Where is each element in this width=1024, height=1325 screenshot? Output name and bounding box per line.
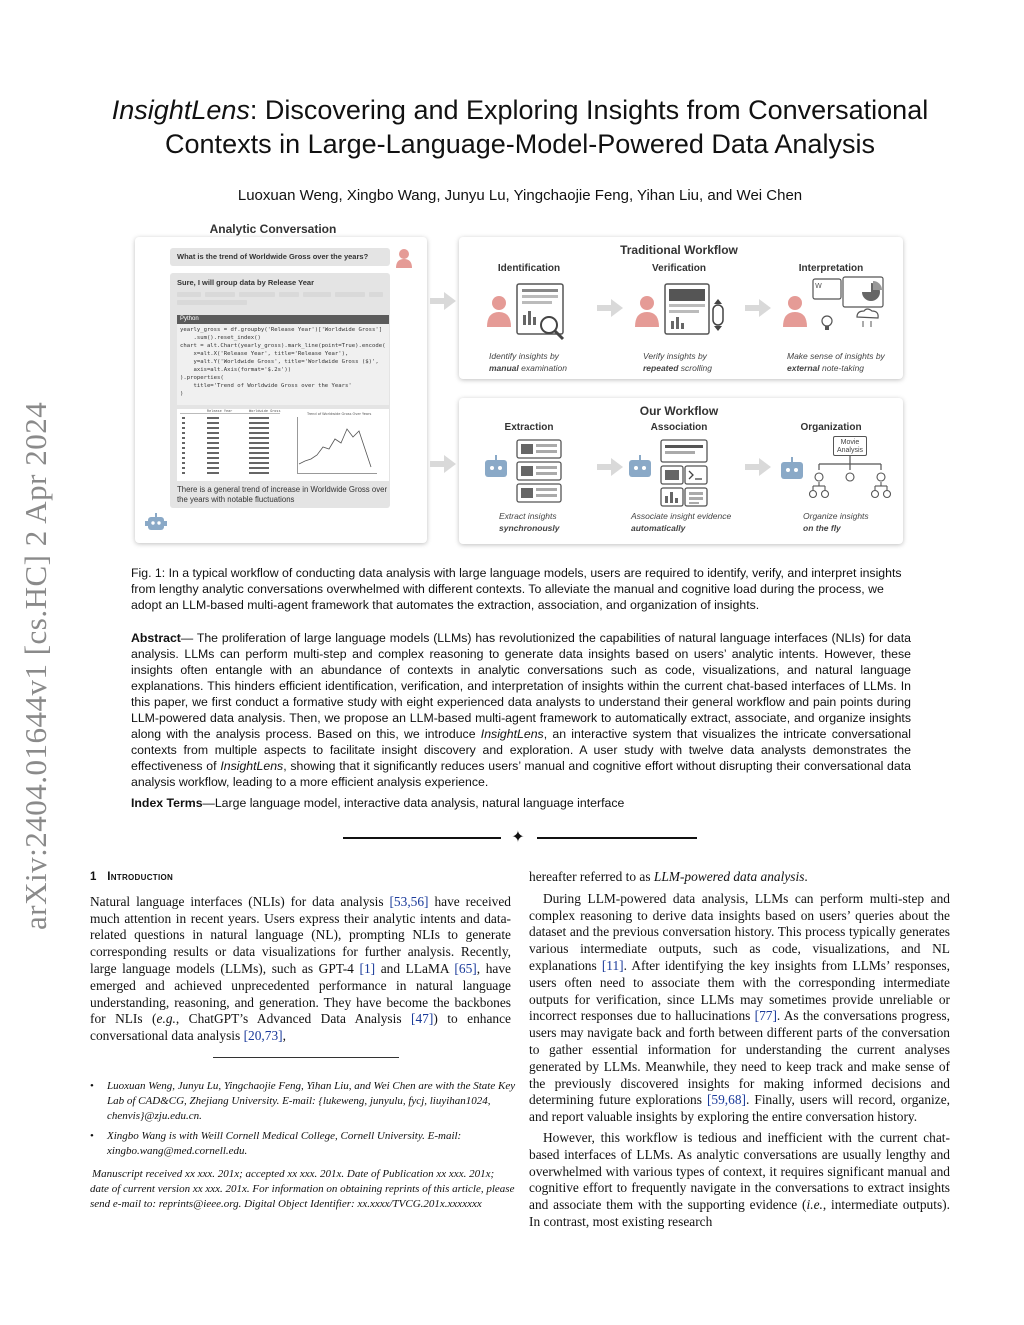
stage-organization-caption: Organize insights on the fly	[803, 511, 869, 533]
user-person-icon	[394, 248, 414, 268]
stage-identification-label: Identification	[497, 263, 561, 274]
traditional-title: Traditional Workflow	[620, 243, 738, 257]
stage-extraction-caption: Extract insights synchronously	[499, 511, 560, 533]
footnote-rule	[213, 1057, 399, 1058]
abstract: Abstract— The proliferation of large language models (LLMs) has revolutionized the capabilities of natural language interfaces (NLIs) for data analysis. LLMs can perform multi-step and complex reasoning to generate data insights based on users’ analytic intents. However, these insights often entangle with an abundance of contexts in analytic conversations such as code, visualizations, and natural language explanations. This hinders efficient identification, verification, and interpretation of insights within the current chat-based interfaces of LLMs. In this paper, we first conduct a formative study with eight experienced data analysts to understand their general workflow and pain points during LLM-powered data analysis. Then, we propose an LLM-based multi-agent framework to automatically extract, associate, and organize insights along with the analysis process. Based on this, we introduce InsightLens, an interactive system that visualizes the intricate conversational contexts from multiple aspects to facilitate insight discovery and exploration. A user study with twelve data analysts demonstrates the effectiveness of InsightLens, showing that it significantly reduces users’ manual and cognitive effort without disrupting their conversational data analysis workflow, leading to a more efficient analysis experience.	[131, 631, 911, 789]
teaser-figure	[133, 219, 908, 549]
conversation-panel	[135, 237, 427, 543]
title-line2: Contexts in Large-Language-Model-Powered Data Analysis	[165, 129, 875, 159]
footnote-affiliation-2: • Xingbo Wang is with Weill Cornell Medical College, Cornell University. E-mail: xingbo.wang@med.cornell.edu.	[90, 1130, 462, 1157]
result-thumbnail	[177, 409, 389, 481]
arxiv-stamp: arXiv:2404.01644v1 [cs.HC] 2 Apr 2024	[18, 401, 53, 930]
our-workflow-panel	[459, 398, 903, 544]
intro-paragraph-2: During LLM-powered data analysis, LLMs can perform multi-step and complex reasoning to derive data insights based on users’ queries about the dataset and the previous conversation history. This process typically generates various intermediate outputs, such as code, visualizations, and NL explanations [11]. After identifying the key insights from LLMs’ responses, users often need to associate them with the corresponding intermediate outputs for verification, since LLMs may sometimes provide unreliable or incorrect responses due to hallucinations [77]. As the conversations progress, users may navigate back and forth between different parts of the conversation to gather essential information for understanding the current analyses generated by LLMs. Meanwhile, they need to keep track and make sense of the previously discovered insights for making informed decisions and determining future explorations [59,68]. Finally, users will record, organize, and report valuable insights by exploring the entire conversation history.	[529, 890, 950, 1125]
abstract-label: Abstract	[131, 631, 181, 645]
divider-diamond-icon: ✦	[511, 829, 525, 846]
stage-identification-caption: Identify insights by manual examination	[489, 351, 567, 373]
title-italic: InsightLens	[111, 95, 250, 125]
section-heading: 1 Introduction	[90, 871, 174, 883]
footnote-affiliation-1: • Luoxuan Weng, Junyu Lu, Yingchaojie Feng, Yihan Liu, and Wei Chen are with the State Key Lab of CAD&CG, Zhejiang University. E-mail: {lukeweng, junyulu, fycj, liuyihan1024, chenvis}@zju.edu.cn.	[90, 1080, 516, 1122]
divider-left	[343, 837, 501, 839]
association-icon	[625, 436, 735, 512]
figure-caption: Fig. 1: In a typical workflow of conducting data analysis with large language models, users are required to identify, verify, and interpret insights from lengthy analytic conversations overwhelmed with different contexts. To alleviate the manual and cognitive load during the process, we adopt an LLM-based multi-agent framework that automates the extraction, association, and organization of insights.	[131, 566, 902, 612]
stage-organization-label: Organization	[800, 422, 862, 433]
arrow-icon	[745, 458, 771, 476]
svg-text:Release Year: Release Year	[207, 409, 233, 413]
verification-icon	[629, 279, 739, 351]
svg-text:W: W	[815, 282, 822, 290]
stage-association-caption: Associate insight evidence automatically	[631, 511, 732, 533]
user-question-bubble	[170, 248, 390, 266]
arrow-icon	[597, 458, 623, 476]
intro-paragraph-1: Natural language interfaces (NLIs) for data analysis [53,56] have received much attention in recent years. Users express their analytic intents and data-related questions in natural language (NL), prompting NLIs to generate corresponding results or data visualizations for further analysis. Recently, large language models (LLMs), such as GPT-4 [1] and LLaMA [65], have emerged and achieved unprecedented performance in natural language understanding, reasoning, and generation. They have become the backbones for NLIs (e.g., ChatGPT’s Advanced Data Analysis [47]) to enhance conversational data analysis [20,73],	[90, 893, 511, 1044]
svg-text:Worldwide Gross: Worldwide Gross	[249, 409, 281, 413]
paper-title	[70, 93, 970, 161]
arrow-icon	[430, 292, 456, 310]
stage-interpretation-label: Interpretation	[798, 263, 864, 274]
code-block: yearly_gross = df.groupby('Release Year')['Worldwide Gross'] .sum().reset_index() chart = alt.Chart(yearly_gross).mark_line(point=True).encode( x=alt.X('Release Year', title='Release Year'), y=alt.Y('Worldwide Gross', title='Worldwide Gross ($)', axis=alt.Axis(format='$.2s')) ).properties( title='Trend of Worldwide Gross over the Years' )	[177, 315, 389, 405]
stage-extraction-label: Extraction	[504, 422, 554, 433]
stage-verification-caption: Verify insights by repeated scrolling	[643, 351, 712, 373]
stage-interpretation-caption: Make sense of insights by external note-taking	[787, 351, 885, 373]
divider-right	[537, 837, 697, 839]
manuscript-note: Manuscript received xx xxx. 201x; accepted xx xxx. 201x. Date of Publication xx xxx. 201x; date of current version xx xxx. 201x. For information on obtaining reprints of this article, please send e-mail to: reprints@ieee.org. Digital Object Identifier: xx.xxxx/TVCG.201x.xxxxxxx	[90, 1168, 515, 1210]
identification-icon	[481, 279, 591, 351]
code-header: Python	[177, 315, 389, 324]
right-column	[529, 869, 950, 1235]
left-column	[90, 869, 511, 1049]
arrow-icon	[745, 299, 771, 317]
arrow-icon	[597, 299, 623, 317]
assistant-robot-icon	[145, 512, 167, 534]
table-and-chart-thumbnail	[177, 409, 389, 481]
assistant-reply-text: Sure, I will group data by Release Year	[177, 278, 314, 287]
intro-paragraph-3: However, this workflow is tedious and inefficient with the current chat-based interfaces of LLMs. As analytic conversations are usually lengthy and overwhelmed with various types of context, it requires significant manual and cognitive effort to frequently navigate in the conversations to extract insights and associate them with the supporting evidence (i.e., intermediate outputs). In contrast, most existing research	[529, 1129, 950, 1229]
conclusion-text: There is a general trend of increase in Worldwide Gross over the years with notable fluctuations	[177, 485, 388, 504]
index-terms: Index Terms—Large language model, interactive data analysis, natural language interface	[131, 796, 625, 810]
arrow-icon	[430, 455, 456, 473]
movie-analysis-box: Movie Analysis	[833, 436, 867, 456]
author-list: Luoxuan Weng, Xingbo Wang, Junyu Lu, Yingchaojie Feng, Yihan Liu, and Wei Chen	[237, 187, 803, 204]
stage-verification-label: Verification	[652, 263, 706, 274]
svg-text:Trend of Worldwide Gross Over: Trend of Worldwide Gross Over Years	[307, 412, 372, 416]
traditional-workflow-panel	[459, 237, 903, 379]
intro-continuation: hereafter referred to as LLM-powered data analysis.	[529, 869, 808, 884]
extraction-icon	[481, 436, 591, 512]
user-question-text: What is the trend of Worldwide Gross over the years?	[177, 252, 369, 261]
our-workflow-title: Our Workflow	[639, 404, 719, 418]
interpretation-icon	[777, 273, 893, 351]
organization-tree-icon	[777, 456, 897, 512]
conversation-title: Analytic Conversation	[209, 222, 337, 236]
title-rest-line1: : Discovering and Exploring Insights from Conversational	[249, 95, 929, 125]
stage-association-label: Association	[650, 422, 708, 433]
